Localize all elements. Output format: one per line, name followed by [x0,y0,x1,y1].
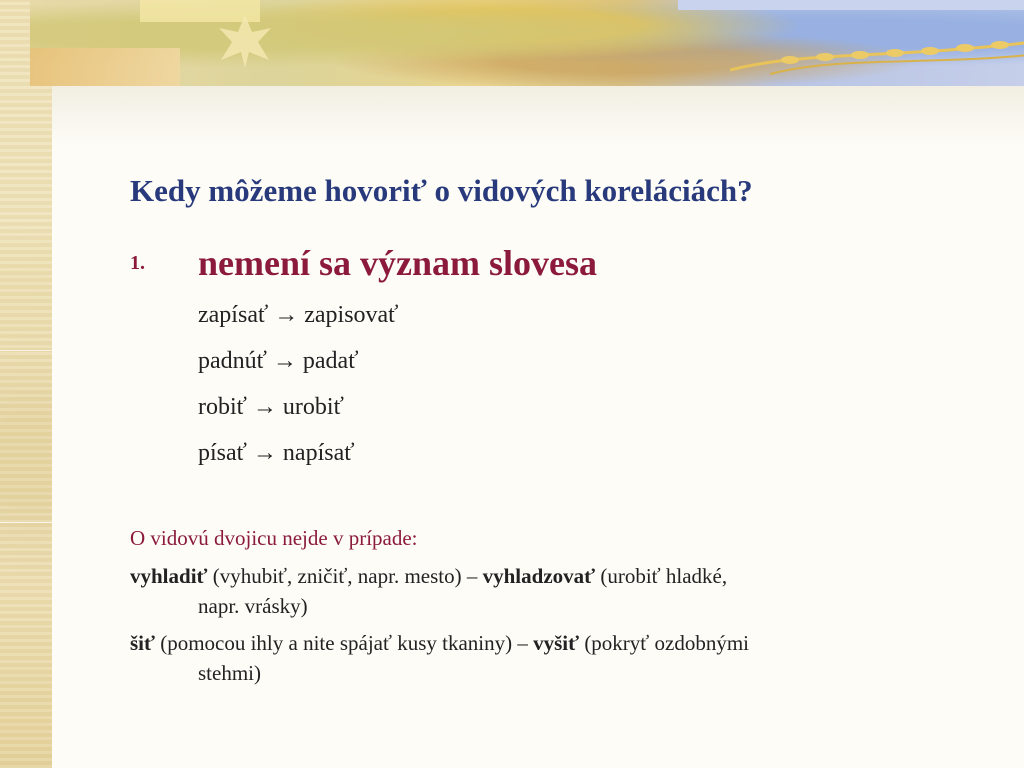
example-paragraph [130,561,990,622]
example-gloss: (urobiť hladké, [595,564,728,588]
verb-pair: padnúť → padať [198,348,359,374]
list-number: 1. [130,252,145,274]
verb-pair: robiť → urobiť [198,394,344,420]
example-gloss: (pokryť ozdobnými [579,631,750,655]
example-gloss: (vyhubiť, zničiť, napr. mesto) – [207,564,483,588]
example-continuation: stehmi) [198,661,261,686]
example-word: vyhladiť [130,564,208,588]
example-word: vyšiť [533,631,580,655]
example-paragraph [130,628,990,689]
list-heading: nemení sa význam slovesa [198,243,597,283]
example-word: šiť [130,631,155,655]
exception-note: O vidovú dvojicu nejde v prípade: [130,526,418,550]
example-gloss: (pomocou ihly a nite spájať kusy tkaniny) – [154,631,534,655]
verb-pair: písať → napísať [198,440,355,466]
verb-pair: zapísať → zapisovať [198,302,399,328]
example-continuation: napr. vrásky) [198,594,308,619]
example-word: vyhladzovať [482,564,596,588]
slide-title: Kedy môžeme hovoriť o vidových koreláciách? [130,173,753,208]
